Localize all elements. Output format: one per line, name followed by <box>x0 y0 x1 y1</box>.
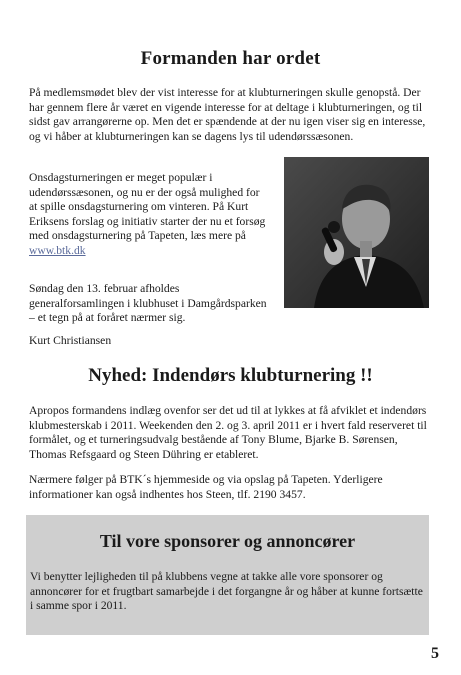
formand-signature: Kurt Christiansen <box>29 334 112 347</box>
btk-website-link[interactable]: www.btk.dk <box>29 243 86 257</box>
formand-paragraph-3: Søndag den 13. februar afholdes generalforsamlingen i klubhuset i Damgårdsparken – et tegn på at foråret nærmer sig. <box>29 282 267 325</box>
formand-paragraph-2 <box>29 171 269 259</box>
sponsor-box <box>26 515 429 635</box>
formand-paragraph-2-text: Onsdagsturneringen er meget populær i udendørssæsonen, og nu er der også mulighed for at spille onsdagsturnering om vinteren. På Kurt Eriksens forslag og initiativ starter der nu et forsøg med onsdagsturnering på Tapeten, læs mere på <box>29 171 266 243</box>
sponsor-heading: Til vore sponsorer og annoncører <box>99 531 356 551</box>
nyhed-paragraph-1: Apropos formandens indlæg ovenfor ser det ud til at lykkes at få afviklet et indendørs klubmesterskab i 2011. Weekenden den 2. og 3. april 2011 er i hvert fald reserveret til formålet, og et turneringsudvalg bestående af Tony Blume, Bjarke B. Sørensen, Thomas Refsgaard og Steen Dühring er etableret. <box>29 404 427 461</box>
sponsor-text: Vi benytter lejligheden til på klubbens vegne at takke alle vore sponsorer og annoncører for et frugtbart samarbejde i det forgangne år og håber at kunne fortsætte i samme spor i 2011. <box>30 570 423 613</box>
chairman-photo-illustration <box>284 157 429 308</box>
formand-paragraph-1: På medlemsmødet blev der vist interesse for at klubturneringen skulle genopstå. Der har gennem flere år været en vigende interesse for at deltage i klubturneringen, og til sidst gav arrangørerne op. Men det er spændende at der nu igen viser sig en interesse, og vi håber at klubturneringen kan se dagens lys til udendørssæsonen. <box>29 86 426 143</box>
page-number: 5 <box>431 645 439 662</box>
chairman-photo <box>284 157 429 308</box>
nyhed-paragraph-2: Nærmere følger på BTK´s hjemmeside og via opslag på Tapeten. Yderligere informationer kan også indhentes hos Steen, tlf. 2190 3457. <box>29 473 383 501</box>
nyhed-heading: Nyhed: Indendørs klubturnering !! <box>88 365 373 386</box>
formand-heading: Formanden har ordet <box>140 48 321 69</box>
